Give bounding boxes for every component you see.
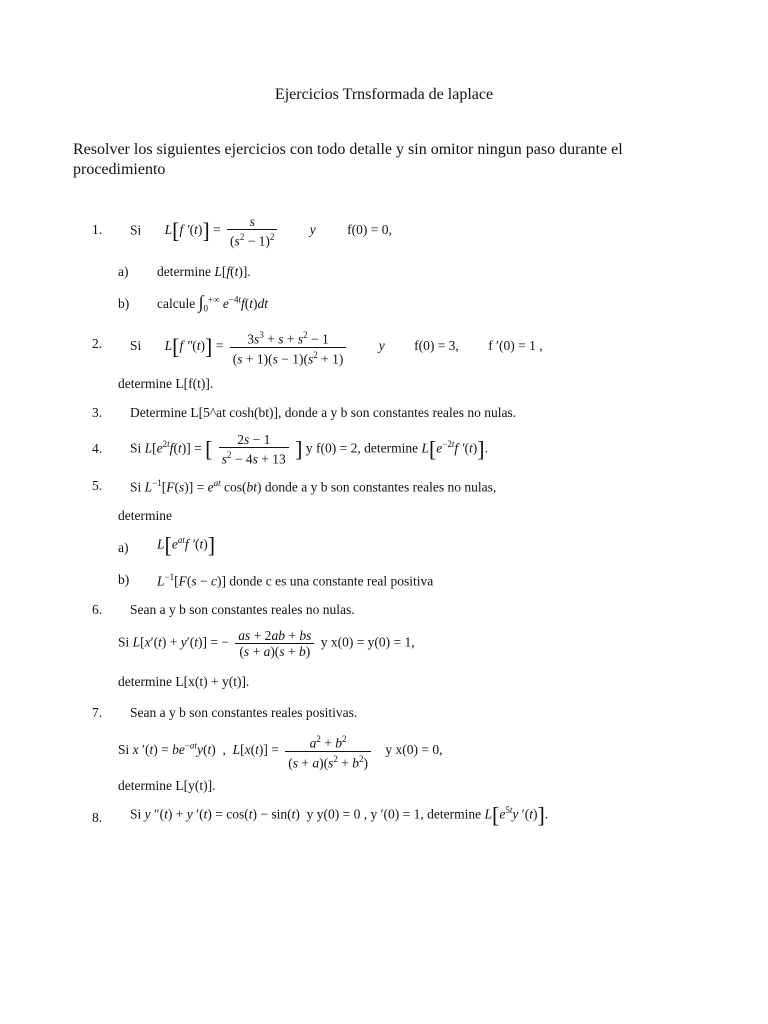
instructions-paragraph: Resolver los siguientes ejercicios con todo detalle y sin omitor ningun paso durante el procedimiento — [73, 141, 623, 178]
exercise-1b-text: calcule $\int_0^{+\infty}$ $e^{-4t}f(t)dt$ — [157, 292, 269, 314]
exercise-8-statement: Si y ″(t) + y ′(t) = cos(t) − sin(t) y y(0) = 0 , y ′(0) = 1, determine $L[e^{5t}y$ ′(t)]. — [130, 802, 549, 828]
exercise-6-statement: Si L[x′(t) + y′(t)] = − $\frac{as + 2ab + bs}{(s + a)(s + b)}$ y x(0) = y(0) = 1, — [118, 628, 415, 659]
exercise-number-6: 6. — [92, 602, 103, 617]
exercise-7-statement: Si x $'(t) = be^{-at}y(t)$ , L[x(t)] = $\frac{a^2 + b^2}{(s + a)(s^2 + b^2)}$ y x(0) = 0, — [118, 734, 443, 770]
exercise-1-statement: Si L[f ′(t)] = $\frac{s}{(s^2 - 1)^2}$ y f(0) = 0, — [130, 214, 392, 249]
exercise-number-5: 5. — [92, 478, 103, 493]
exercise-6-determine: determine L[x(t) + y(t)]. — [118, 674, 250, 689]
exercise-5a-label: a) — [118, 540, 129, 555]
exercise-7-determine: determine L[y(t)]. — [118, 778, 216, 793]
exercise-5a-text: $L[e^{at}f$ ′(t)] — [157, 532, 216, 558]
exercise-number-2: 2. — [92, 336, 103, 351]
exercise-3-text: Determine L[5^at cosh(bt)], donde a y b son constantes reales no nulas. — [130, 405, 517, 420]
exercise-1b-label: b) — [118, 296, 130, 311]
exercise-1a-text: determine L[f(t)]. — [157, 264, 251, 279]
exercise-2-determine: determine L[f(t)]. — [118, 376, 214, 391]
exercise-5-determine: determine — [118, 508, 172, 523]
exercise-6-text: Sean a y b son constantes reales no nulas. — [130, 602, 355, 617]
exercise-2-statement: Si L[f ″(t)] = $\frac{3s^3 + s + s^2 - 1}{(s + 1)(s - 1)(s^2 + 1)}$ y f(0) = 3, f ′(0) = 1 , — [130, 330, 543, 366]
exercise-5b-label: b) — [118, 572, 130, 587]
exercise-7-text: Sean a y b son constantes reales positivas. — [130, 705, 358, 720]
exercise-1a-label: a) — [118, 264, 129, 279]
exercise-4-statement: Si $L[e^{2t}f(t)]$ = [ $\frac{2s - 1}{s^2 - 4s + 13}$ ] y f(0) = 2, determine $L[e^{-2t}f$ ′(t)]. — [130, 432, 488, 467]
exercise-number-7: 7. — [92, 705, 103, 720]
page-title: Ejercicios Trnsformada de laplace — [274, 86, 494, 103]
exercise-number-1: 1. — [92, 222, 103, 237]
exercise-number-3: 3. — [92, 405, 103, 420]
exercise-number-4: 4. — [92, 441, 103, 456]
exercise-5-statement: Si $L^{-1}[F(s)] = e^{at}$ cos(bt) donde a y b son constantes reales no nulas, — [130, 478, 497, 495]
fraction: $\frac{s}{(s^2 - 1)^2}$ — [227, 214, 277, 249]
exercise-5b-text: $L^{-1}[F(s - c)]$ donde c es una constante real positiva — [157, 572, 434, 589]
exercise-number-8: 8. — [92, 810, 103, 825]
